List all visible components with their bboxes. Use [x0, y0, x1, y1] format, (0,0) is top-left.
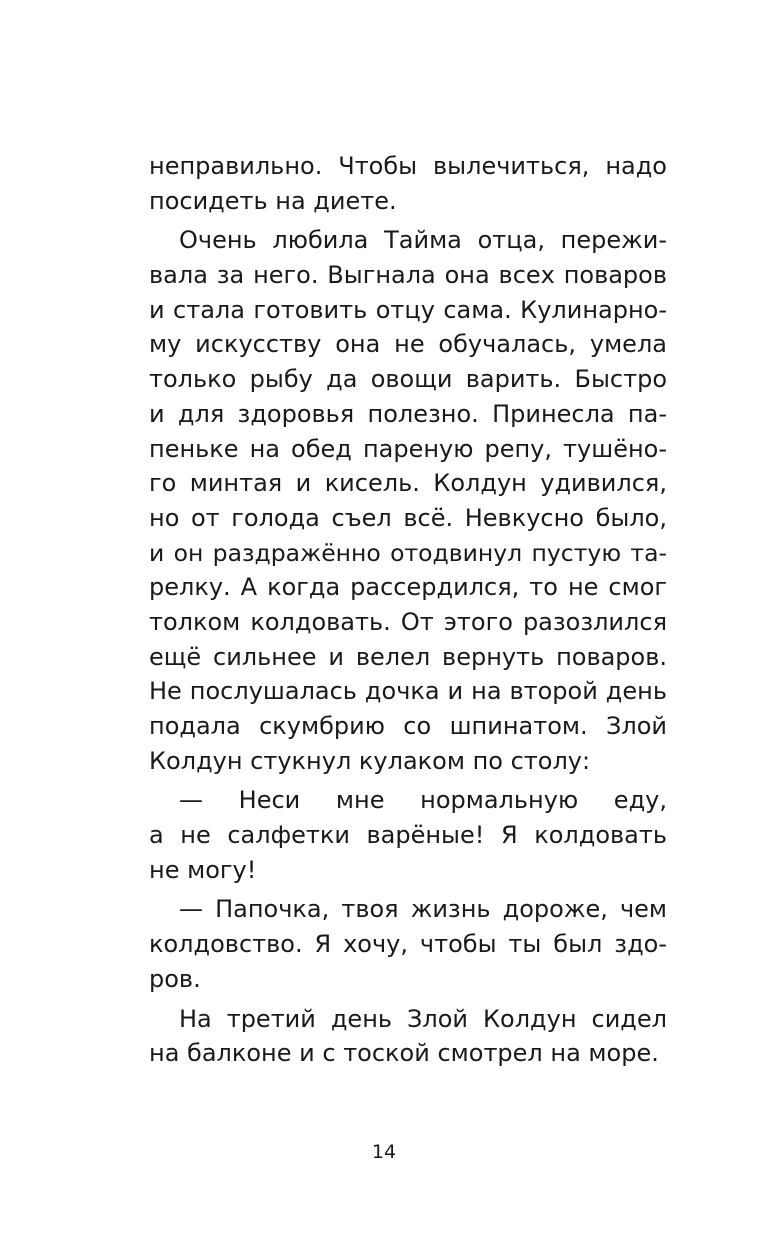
text-line: — Папочка, твоя жизнь дороже, чем: [179, 895, 667, 924]
text-line: и он раздражённо отодвинул пустую та-: [149, 538, 667, 567]
text-line: — Неси мне нормальную еду,: [179, 786, 667, 815]
page-number: 14: [371, 1141, 397, 1163]
text-line: му искусству она не обучалась, умела: [149, 330, 667, 359]
paragraph-5: [149, 1002, 667, 1071]
paragraph-3: [149, 783, 667, 887]
text-line: а не салфетки варёные! Я колдовать: [149, 821, 667, 850]
paragraph-2: [149, 223, 667, 778]
text-line: Очень любила Тайма отца, пережи-: [179, 226, 667, 255]
text-line: подала скумбрию со шпинатом. Злой: [149, 712, 667, 740]
paragraph-1: [149, 149, 667, 218]
text-line: пеньке на обед пареную репу, тушёно-: [149, 434, 667, 463]
text-line: только рыбу да овощи варить. Быстро: [149, 365, 667, 394]
text-line: ров.: [149, 964, 201, 993]
body-text: [149, 149, 667, 1071]
text-line: на балконе и с тоской смотрел на море.: [149, 1039, 659, 1068]
text-line: На третий день Злой Колдун сидел: [179, 1004, 667, 1033]
text-line: но от голода съел всё. Невкусно было,: [149, 503, 667, 532]
text-line: колдовство. Я хочу, чтобы ты был здо-: [149, 930, 667, 959]
text-line: вала за него. Выгнала она всех поваров: [149, 261, 667, 290]
text-line: посидеть на диете.: [149, 186, 397, 215]
text-line: Не послушалась дочка и на второй день: [149, 677, 667, 706]
text-line: и для здоровья полезно. Принесла па-: [149, 399, 667, 428]
text-line: ещё сильнее и велел вернуть поваров.: [149, 642, 667, 671]
paragraph-4: [149, 892, 667, 996]
text-line: неправильно. Чтобы вылечиться, надо: [149, 152, 667, 180]
text-line: не могу!: [149, 855, 257, 884]
text-line: релку. А когда рассердился, то не смог: [149, 573, 667, 602]
text-line: и стала готовить отцу сама. Кулинарно-: [149, 295, 667, 324]
text-line: толком колдовать. От этого разозлился: [149, 607, 667, 636]
text-line: го минтая и кисель. Колдун удивился,: [149, 469, 667, 498]
text-line: Колдун стукнул кулаком по столу:: [149, 746, 591, 775]
